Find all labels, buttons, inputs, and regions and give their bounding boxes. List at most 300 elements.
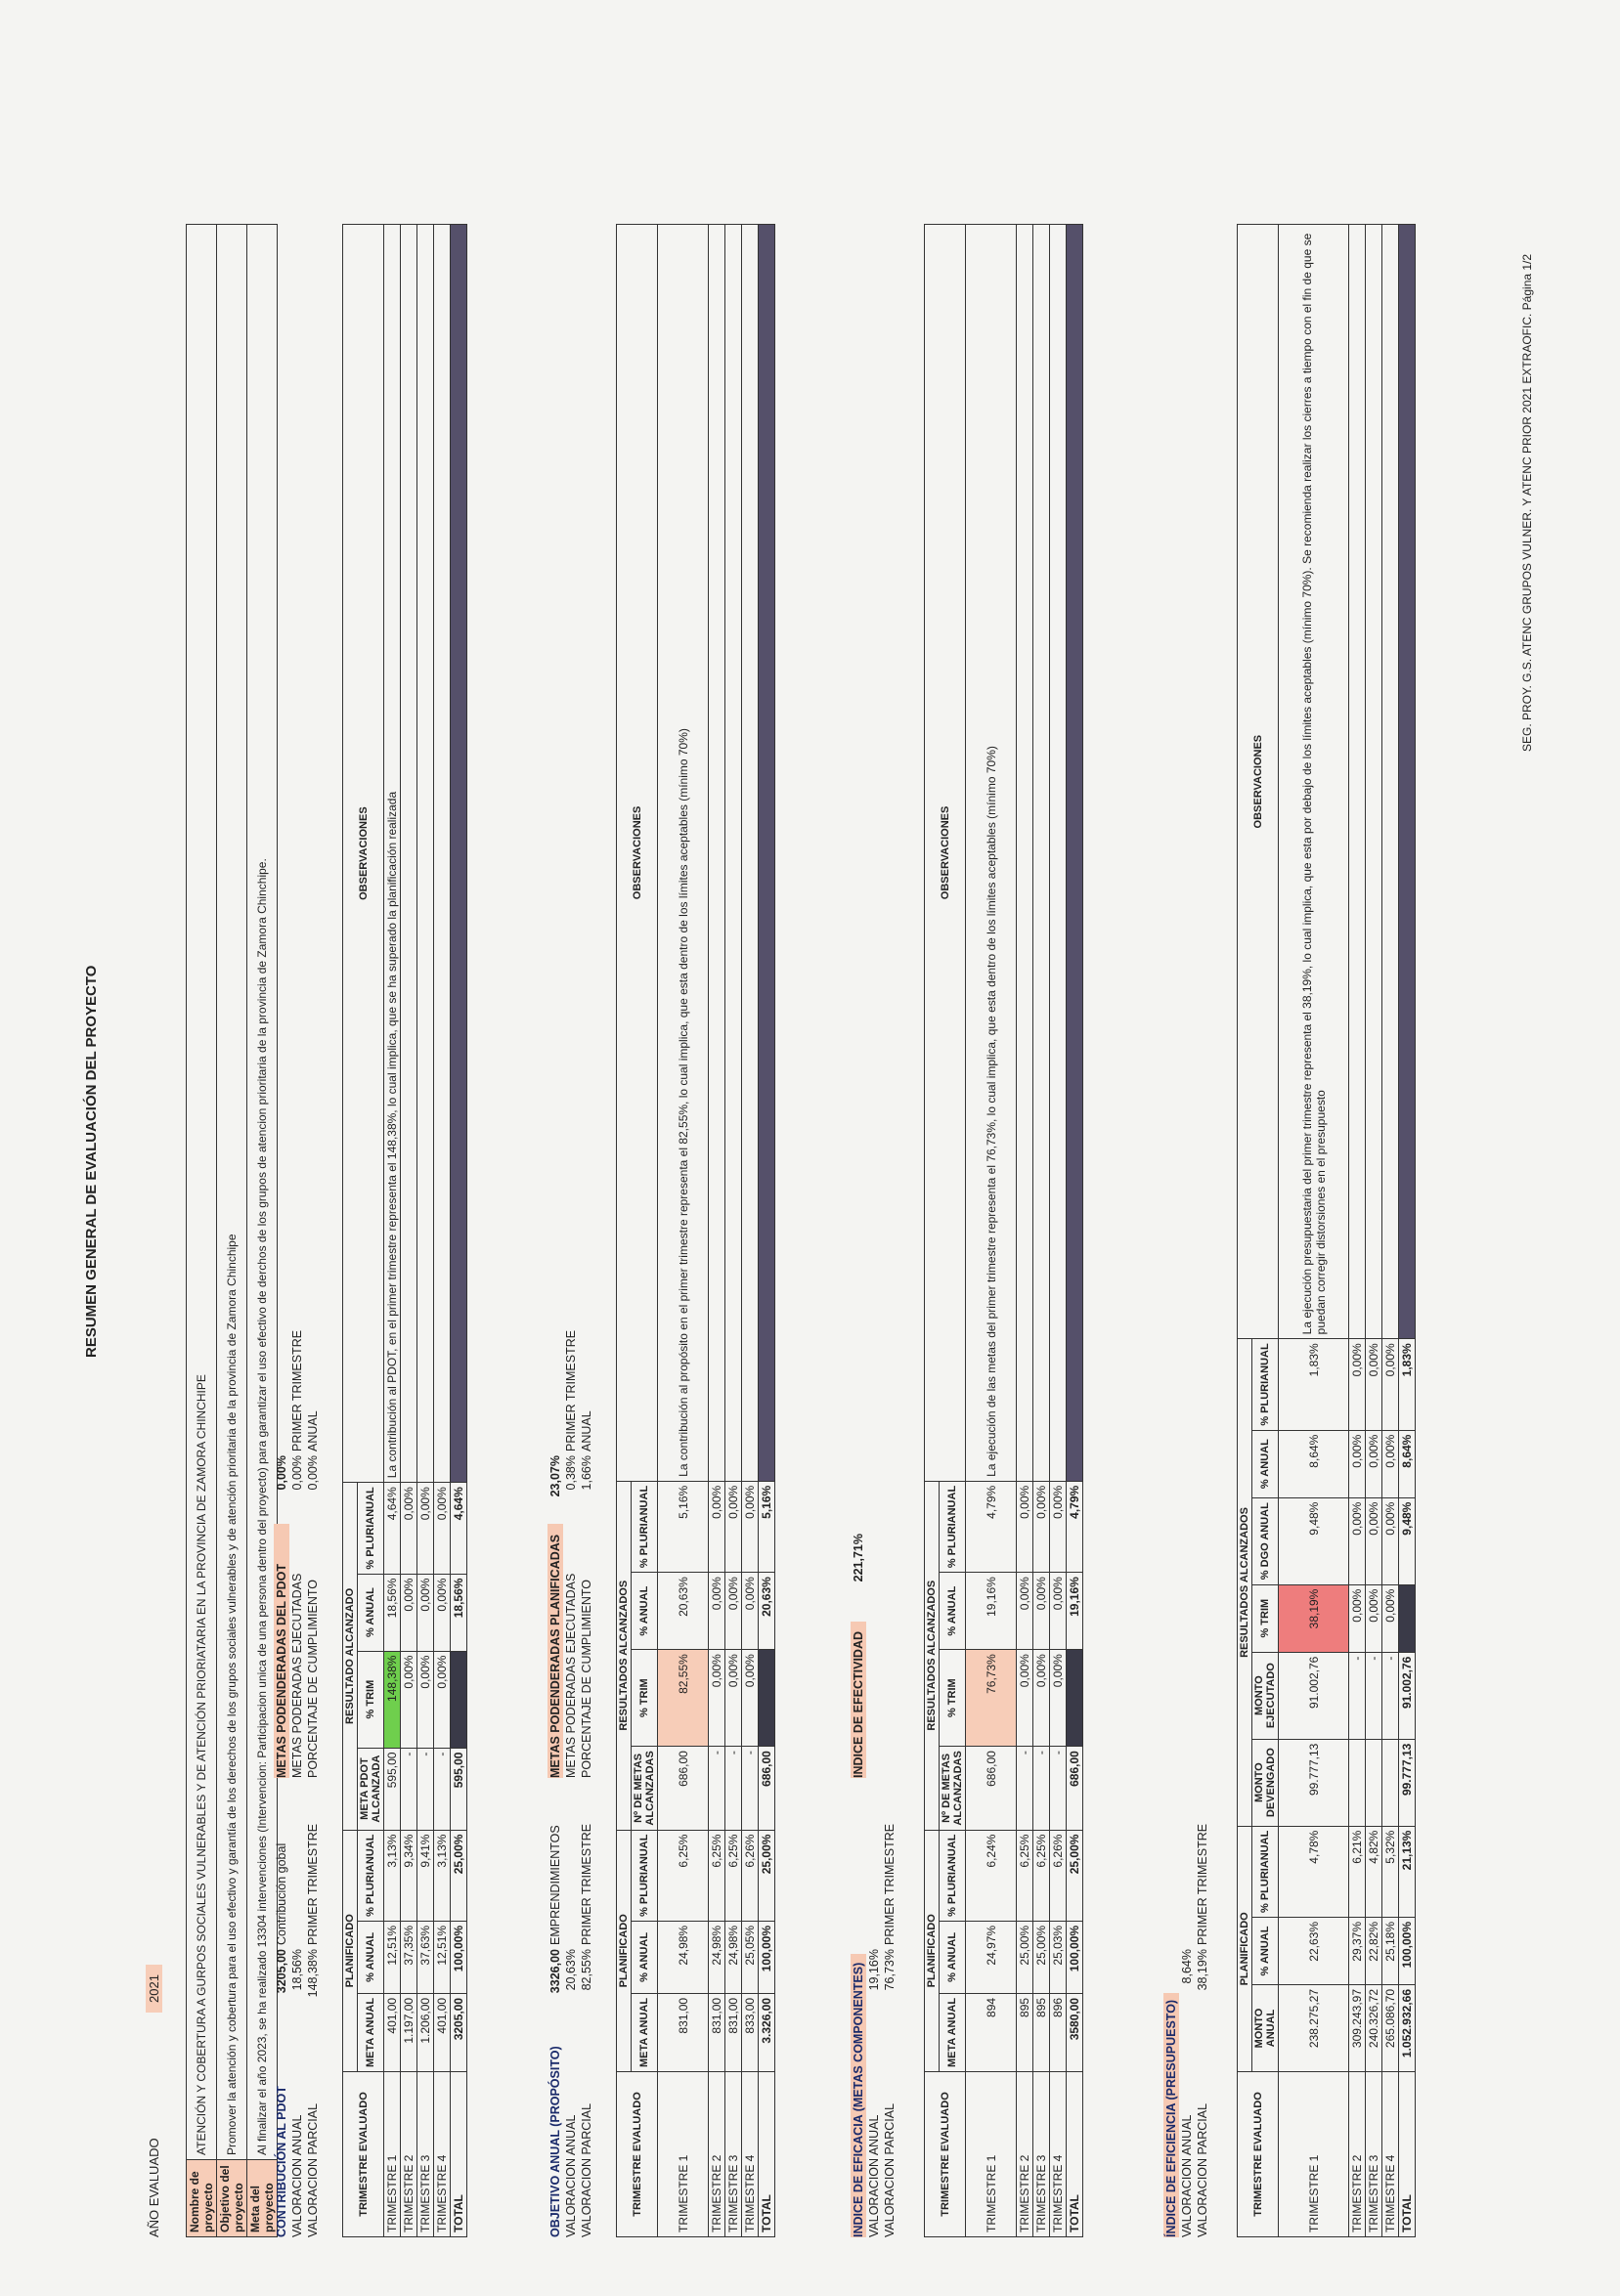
table-cell: [709, 225, 725, 1482]
table-cell: [1399, 225, 1416, 1339]
table-cell: 82,55%: [658, 1650, 709, 1747]
table-cell: 0,00%: [1349, 1584, 1366, 1652]
table-cell: 18,56%: [451, 1574, 467, 1651]
metas-label: METAS PODERADAS EJECUTADAS: [290, 1573, 304, 1778]
table-cell: 895: [1017, 1993, 1033, 2071]
table-cell: 91.002,76: [1279, 1652, 1349, 1739]
year-row: [147, 1965, 161, 2237]
table-cell: 25,00%: [1017, 1921, 1033, 1993]
summary-line: [1195, 1824, 1210, 2237]
observation-text: La ejecución presupuestaria del primer trimestre representa el 38,19%, lo cual implica, que esta por debajo de los límites aceptables (mínimo 70%). Se recomienda realizar los cierres a tiempo con el fin de que se puedan corregir distorsiones en el presupuesto: [1279, 225, 1349, 1339]
total-row: [759, 225, 775, 2237]
metas-label: METAS PODENDERADAS DEL PDOT: [274, 1524, 289, 1778]
group-header-row: [343, 225, 358, 2237]
table-cell: 1.052.932,66: [1399, 1985, 1416, 2072]
metas-text: ANUAL: [580, 1410, 593, 1451]
table-cell: 24,97%: [966, 1921, 1017, 1993]
table-cell: [1382, 225, 1399, 1339]
col-header: % DGO ANUAL: [1252, 1497, 1279, 1584]
table-cell: TRIMESTRE 2: [401, 2072, 417, 2237]
table-cell: 0,00%: [742, 1481, 759, 1572]
col-header: % ANUAL: [358, 1921, 384, 1993]
summary-value: 3205,00: [275, 1949, 288, 1994]
table-cell: 6,21%: [1349, 1826, 1366, 1917]
table-cell: 831,00: [725, 1993, 742, 2071]
table-cell: TRIMESTRE 4: [434, 2072, 451, 2237]
summary-text: PRIMER TRIMESTRE: [306, 1823, 320, 1945]
table-cell: [742, 225, 759, 1482]
table-cell: TOTAL: [1067, 2072, 1083, 2237]
table-cell: TRIMESTRE 1: [1279, 2072, 1349, 2237]
table-cell: 6,24%: [966, 1830, 1017, 1921]
project-info-table: [186, 224, 278, 2237]
summary-label: VALORACION ANUAL: [290, 2114, 304, 2237]
table-cell: TRIMESTRE 3: [417, 2072, 434, 2237]
table-row: [742, 225, 759, 2237]
group-header-plan: PLANIFICADO: [925, 1830, 940, 2071]
table-cell: TOTAL: [451, 2072, 467, 2237]
table-cell: 37,35%: [401, 1921, 417, 1993]
group-header-row: [1238, 225, 1252, 2237]
table-row: [401, 225, 417, 2237]
total-row: [1067, 225, 1083, 2237]
metas-label: METAS PODENDERADAS PLANIFICADAS: [547, 1524, 563, 1778]
col-header: MONTO EJECUTADO: [1252, 1652, 1279, 1739]
table-cell: 3.326,00: [759, 1993, 775, 2071]
eficacia-table: [924, 224, 1083, 2237]
group-header-result: RESULTADOS ALCANZADOS: [1238, 1339, 1252, 1826]
col-header: MONTO DEVENGADO: [1252, 1739, 1279, 1826]
table-cell: 6,25%: [658, 1830, 709, 1921]
table-cell: 4,78%: [1279, 1826, 1349, 1917]
col-header: % TRIM: [1252, 1584, 1279, 1652]
summary-line: [866, 1824, 882, 2237]
table-cell: 25,00%: [759, 1830, 775, 1921]
table-cell: 686,00: [1067, 1747, 1083, 1830]
table-row: [966, 225, 1017, 2237]
summary-line: [1163, 1824, 1179, 2237]
summary-label: VALORACION ANUAL: [867, 2114, 881, 2237]
metas-line: [305, 1330, 321, 1778]
table-cell: 100,00%: [1399, 1918, 1416, 1985]
table-cell: 20,63%: [759, 1573, 775, 1650]
table-cell: -: [709, 1747, 725, 1830]
table-cell: 0,00%: [1050, 1481, 1067, 1572]
table-cell: 76,73%: [966, 1650, 1017, 1747]
table-row: [1349, 225, 1366, 2237]
summary-label: VALORACION PARCIAL: [580, 2102, 593, 2237]
table-row: [434, 225, 451, 2237]
table-cell: [759, 1650, 775, 1747]
metas-value: 0,38%: [564, 1455, 578, 1491]
pdot-table: [342, 224, 467, 2237]
col-header: % PLURIANUAL: [358, 1830, 384, 1921]
table-cell: [1366, 225, 1382, 1339]
table-cell: TRIMESTRE 1: [384, 2072, 401, 2237]
metas-text: PRIMER TRIMESTRE: [290, 1329, 304, 1451]
table-cell: 8,64%: [1279, 1430, 1349, 1497]
table-cell: 38,19%: [1279, 1584, 1349, 1652]
table-cell: TRIMESTRE 2: [1349, 2072, 1366, 2237]
table-row: [417, 225, 434, 2237]
summary-line: [882, 1824, 898, 2237]
table-cell: [759, 225, 775, 1482]
col-header: TRIMESTRE EVALUADO: [1238, 2072, 1279, 2237]
col-header: % TRIM: [358, 1651, 384, 1748]
table-cell: 0,00%: [1382, 1430, 1399, 1497]
col-header: % PLURIANUAL: [940, 1481, 966, 1572]
group-header-row: [925, 225, 940, 2237]
table-cell: [1033, 225, 1050, 1482]
table-cell: 0,00%: [401, 1651, 417, 1748]
proposito-summary: [547, 1824, 594, 2237]
table-cell: TRIMESTRE 3: [725, 2072, 742, 2237]
table-cell: [1366, 1739, 1382, 1826]
table-cell: -: [401, 1748, 417, 1830]
table-cell: 12,51%: [384, 1921, 401, 1993]
summary-label: ÍNDICE DE EFICIENCIA (PRESUPUESTO): [1163, 1993, 1179, 2237]
project-goal-value: Al finalizar el año 2023, se ha realizado 13304 intervenciones (Intervencion: Participacion unica de una persona dentro del proyecto) para garantizar el uso efectivo de derchos de los grupos de atencion prioritaria de la provincia de Zamora Chinchipe.: [247, 225, 278, 2160]
table-cell: 18,56%: [384, 1574, 401, 1651]
summary-text: PRIMER TRIMESTRE: [883, 1823, 897, 1945]
table-cell: 0,00%: [434, 1483, 451, 1574]
table-cell: TRIMESTRE 1: [966, 2072, 1017, 2237]
project-name-value: ATENCIÓN Y COBERTURA A GURPOS SOCIALES VULNERABLES Y DE ATENCIÓN PRIORIATARIA EN LA PROVINCIA DE ZAMORA CHINCHIPE: [187, 225, 217, 2160]
metas-line: [274, 1330, 289, 1778]
observation-text: La contribución al PDOT, en el primer trimestre representa el 148,38%, lo cual implica, que se ha superado la planificación realizada: [384, 225, 401, 1483]
table-cell: 29,37%: [1349, 1918, 1366, 1985]
table-cell: 0,00%: [401, 1483, 417, 1574]
table-cell: -: [1017, 1747, 1033, 1830]
table-cell: 0,00%: [1050, 1573, 1067, 1650]
efectividad-label: INDICE DE EFECTIVIDAD: [851, 1622, 866, 1778]
col-header: % PLURIANUAL: [358, 1483, 384, 1574]
table-cell: 4,79%: [966, 1481, 1017, 1572]
metas-line: [289, 1330, 305, 1778]
table-cell: 0,00%: [709, 1481, 725, 1572]
table-cell: 5,16%: [759, 1481, 775, 1572]
table-cell: 25,03%: [1050, 1921, 1067, 1993]
table-cell: [1349, 225, 1366, 1339]
col-header: % PLURIANUAL: [632, 1481, 658, 1572]
summary-value: 8,64%: [1180, 1949, 1194, 1984]
summary-text: Contribución gobal: [275, 1842, 288, 1945]
table-cell: -: [1366, 1652, 1382, 1739]
metas-value: 0,00%: [275, 1455, 288, 1491]
table-cell: 240.326,72: [1366, 1985, 1382, 2072]
metas-label: PORCENTAJE DE CUMPLIMIENTO: [580, 1579, 593, 1778]
table-cell: 0,00%: [1033, 1650, 1050, 1747]
col-header: META ANUAL: [940, 1993, 966, 2071]
page-footer: SEG. PROY. G.S. ATENC GRUPOS VULNER. Y ATENC PRIOR 2021 EXTRAOFIC. Página 1/2: [1520, 253, 1534, 752]
summary-line: [851, 1824, 866, 2237]
table-cell: 4,64%: [451, 1483, 467, 1574]
metas-value: 23,07%: [548, 1455, 562, 1497]
table-cell: 21,13%: [1399, 1826, 1416, 1917]
table-cell: 3,13%: [434, 1830, 451, 1921]
summary-label: VALORACION PARCIAL: [306, 2102, 320, 2237]
col-header: Nº DE METAS ALCANZADAS: [632, 1747, 658, 1830]
table-cell: TOTAL: [759, 2072, 775, 2237]
summary-value: 82,55%: [580, 1949, 593, 1991]
col-header: % TRIM: [632, 1650, 658, 1747]
table-cell: [1067, 225, 1083, 1482]
summary-text: [289, 1945, 305, 1949]
table-cell: 25,00%: [1067, 1830, 1083, 1921]
proposito-metas: [547, 1330, 594, 1778]
project-row: [247, 225, 278, 2237]
col-header: MONTO ANUAL: [1252, 1985, 1279, 2072]
table-cell: 0,00%: [709, 1650, 725, 1747]
col-header: OBSERVACIONES: [617, 225, 658, 1482]
summary-line: [305, 1824, 321, 2237]
table-cell: [1349, 1739, 1366, 1826]
table-cell: 595,00: [451, 1748, 467, 1830]
table-cell: 99.777,13: [1399, 1739, 1416, 1826]
table-cell: 3,13%: [384, 1830, 401, 1921]
report-page: [39, 87, 1564, 2237]
summary-value: 148,38%: [306, 1949, 320, 1998]
col-header: % ANUAL: [1252, 1430, 1279, 1497]
table-cell: 0,00%: [1382, 1339, 1399, 1430]
col-header: % TRIM: [940, 1650, 966, 1747]
table-cell: 0,00%: [1017, 1650, 1033, 1747]
table-cell: 895: [1033, 1993, 1050, 2071]
table-cell: 8,64%: [1399, 1430, 1416, 1497]
table-cell: -: [742, 1747, 759, 1830]
project-goal-label: Meta del proyecto: [247, 2160, 278, 2237]
table-cell: 686,00: [759, 1747, 775, 1830]
observation-text: La ejecución de las metas del primer trimestre representa el 76,73%, lo cual implica, que esta dentro de los límites aceptables (mínimo 70%): [966, 225, 1017, 1482]
table-cell: 4,82%: [1366, 1826, 1382, 1917]
col-header: % ANUAL: [358, 1574, 384, 1651]
table-row: [1033, 225, 1050, 2237]
project-row: [217, 225, 247, 2237]
summary-text: PRIMER TRIMESTRE: [580, 1823, 593, 1945]
table-row: [1017, 225, 1033, 2237]
table-cell: 401,00: [384, 1993, 401, 2071]
table-cell: 0,00%: [1366, 1430, 1382, 1497]
table-cell: 0,00%: [417, 1483, 434, 1574]
table-cell: -: [1382, 1652, 1399, 1739]
summary-label: CONTRIBUCIÓN AL PDOT: [275, 2086, 288, 2237]
table-cell: 0,00%: [1366, 1339, 1382, 1430]
table-cell: 894: [966, 1993, 1017, 2071]
table-cell: 0,00%: [434, 1651, 451, 1748]
group-header-plan: PLANIFICADO: [1238, 1826, 1252, 2071]
table-cell: [451, 225, 467, 1483]
table-cell: [1382, 1739, 1399, 1826]
metas-line: [579, 1330, 594, 1778]
table-cell: 6,26%: [742, 1830, 759, 1921]
project-row: [187, 225, 217, 2237]
table-cell: 24,98%: [725, 1921, 742, 1993]
table-cell: 24,98%: [658, 1921, 709, 1993]
table-row: [1050, 225, 1067, 2237]
table-cell: 22,63%: [1279, 1918, 1349, 1985]
col-header: TRIMESTRE EVALUADO: [925, 2072, 966, 2237]
eficiencia-table: [1237, 224, 1416, 2237]
group-header-result: RESULTADOS ALCANZADOS: [925, 1481, 940, 1830]
table-cell: 25,00%: [451, 1830, 467, 1921]
col-header: % PLURIANUAL: [1252, 1826, 1279, 1917]
table-cell: 896: [1050, 1993, 1067, 2071]
table-cell: 0,00%: [1366, 1497, 1382, 1584]
summary-value: 38,19%: [1196, 1949, 1209, 1991]
table-cell: [1399, 1584, 1416, 1652]
table-cell: 5,16%: [658, 1481, 709, 1572]
table-cell: 0,00%: [1050, 1650, 1067, 1747]
metas-text: PRIMER TRIMESTRE: [564, 1329, 578, 1451]
col-header: META PDOT ALCANZADA: [358, 1748, 384, 1830]
table-cell: 9,34%: [401, 1830, 417, 1921]
table-cell: 0,00%: [434, 1574, 451, 1651]
table-cell: [725, 225, 742, 1482]
col-header: OBSERVACIONES: [1238, 225, 1279, 1339]
table-cell: TRIMESTRE 1: [658, 2072, 709, 2237]
table-cell: 0,00%: [401, 1574, 417, 1651]
table-cell: 0,00%: [1349, 1497, 1366, 1584]
table-cell: TRIMESTRE 2: [1017, 2072, 1033, 2237]
table-cell: TRIMESTRE 3: [1366, 2072, 1382, 2237]
table-cell: 99.777,13: [1279, 1739, 1349, 1826]
table-cell: 6,25%: [1017, 1830, 1033, 1921]
summary-text: EMPRENDIMIENTOS: [548, 1825, 562, 1945]
metas-value: 1,66%: [580, 1455, 593, 1491]
table-cell: 6,25%: [709, 1830, 725, 1921]
col-header: % ANUAL: [632, 1921, 658, 1993]
table-cell: TOTAL: [1399, 2072, 1416, 2237]
table-cell: 19,16%: [1067, 1573, 1083, 1650]
table-cell: 4,64%: [384, 1483, 401, 1574]
table-cell: 831,00: [658, 1993, 709, 2071]
table-cell: 0,00%: [1017, 1481, 1033, 1572]
col-header: % PLURIANUAL: [940, 1830, 966, 1921]
table-cell: 9,41%: [417, 1830, 434, 1921]
table-row: [725, 225, 742, 2237]
table-row: [658, 225, 709, 2237]
table-cell: -: [1033, 1747, 1050, 1830]
table-cell: TRIMESTRE 3: [1033, 2072, 1050, 2237]
project-name-label: Nombre de proyecto: [187, 2160, 217, 2237]
table-cell: 100,00%: [759, 1921, 775, 1993]
metas-line: [547, 1330, 563, 1778]
table-cell: 1,83%: [1279, 1339, 1349, 1430]
col-header: OBSERVACIONES: [925, 225, 966, 1482]
table-cell: 0,00%: [1033, 1573, 1050, 1650]
col-header: META ANUAL: [632, 1993, 658, 2071]
table-cell: 9,48%: [1399, 1497, 1416, 1584]
table-cell: -: [434, 1748, 451, 1830]
metas-value: 0,00%: [290, 1455, 304, 1491]
table-cell: 3205,00: [451, 1993, 467, 2071]
table-cell: 100,00%: [451, 1921, 467, 1993]
table-cell: [1017, 225, 1033, 1482]
summary-label: OBJETIVO ANUAL (PROPÓSITO): [548, 2046, 562, 2237]
table-cell: 91.002,76: [1399, 1652, 1416, 1739]
table-cell: 1.206,00: [417, 1993, 434, 2071]
col-header: % PLURIANUAL: [1252, 1339, 1279, 1430]
table-cell: 100,00%: [1067, 1921, 1083, 1993]
table-cell: -: [725, 1747, 742, 1830]
table-cell: 309.243,97: [1349, 1985, 1366, 2072]
group-header-plan: PLANIFICADO: [617, 1830, 632, 2071]
metas-label: METAS PODERADAS EJECUTADAS: [564, 1573, 578, 1778]
table-cell: 686,00: [966, 1747, 1017, 1830]
table-cell: 22,82%: [1366, 1918, 1382, 1985]
col-header: % ANUAL: [1252, 1918, 1279, 1985]
col-header: TRIMESTRE EVALUADO: [343, 2072, 384, 2237]
table-cell: 831,00: [709, 1993, 725, 2071]
col-header: TRIMESTRE EVALUADO: [617, 2072, 658, 2237]
table-cell: 1,83%: [1399, 1339, 1416, 1430]
table-cell: TRIMESTRE 4: [742, 2072, 759, 2237]
efectividad-line: [851, 1534, 866, 1778]
eficacia-summary: [851, 1824, 898, 2237]
table-cell: -: [1050, 1747, 1067, 1830]
table-cell: 0,00%: [417, 1651, 434, 1748]
table-cell: 401,00: [434, 1993, 451, 2071]
table-cell: 0,00%: [742, 1573, 759, 1650]
table-cell: 0,00%: [709, 1573, 725, 1650]
summary-line: [1179, 1824, 1195, 2237]
table-cell: 0,00%: [725, 1573, 742, 1650]
table-row: [709, 225, 725, 2237]
table-cell: TRIMESTRE 4: [1050, 2072, 1067, 2237]
efectividad-block: [851, 1534, 866, 1778]
table-cell: 37,63%: [417, 1921, 434, 1993]
table-cell: TRIMESTRE 4: [1382, 2072, 1399, 2237]
group-header-result: RESULTADOS ALCANZADOS: [617, 1481, 632, 1830]
table-cell: [1050, 225, 1067, 1482]
efectividad-value: 221,71%: [852, 1534, 865, 1582]
summary-text: PRIMER TRIMESTRE: [1196, 1823, 1209, 1945]
summary-label: VALORACION ANUAL: [564, 2114, 578, 2237]
table-cell: 12,51%: [434, 1921, 451, 1993]
col-header: % ANUAL: [632, 1573, 658, 1650]
table-cell: 9,48%: [1279, 1497, 1349, 1584]
table-cell: 19,16%: [966, 1573, 1017, 1650]
summary-line: [579, 1824, 594, 2237]
pdot-summary: [274, 1824, 321, 2237]
table-row: [1279, 225, 1349, 2237]
table-cell: 0,00%: [742, 1650, 759, 1747]
observation-text: La contribución al propósito en el primer trimestre representa el 82,55%, lo cual implica, que esta dentro de los límites aceptables (mínimo 70%): [658, 225, 709, 1482]
project-objective-value: Promover la atención y cobertura para el uso efectivo y garantía de los derechos de los grupos sociales vulnerables y de atención prioritaria de la provincia de Zamora Chinchipe: [217, 225, 247, 2160]
project-objective-label: Objetivo del proyecto: [217, 2160, 247, 2237]
table-cell: 25,00%: [1033, 1921, 1050, 1993]
pdot-metas: [274, 1330, 321, 1778]
table-cell: 0,00%: [1033, 1481, 1050, 1572]
report-title: RESUMEN GENERAL DE EVALUACIÓN DEL PROYECTO: [83, 965, 100, 1358]
table-cell: 0,00%: [1382, 1497, 1399, 1584]
table-cell: 0,00%: [1349, 1339, 1366, 1430]
summary-label: VALORACION PARCIAL: [883, 2102, 897, 2237]
table-cell: 25,05%: [742, 1921, 759, 1993]
table-cell: 0,00%: [725, 1650, 742, 1747]
table-cell: 3580,00: [1067, 1993, 1083, 2071]
proposito-table: [616, 224, 775, 2237]
table-row: [384, 225, 401, 2237]
col-header: % ANUAL: [940, 1921, 966, 1993]
table-cell: 0,00%: [1382, 1584, 1399, 1652]
table-cell: 238.275,27: [1279, 1985, 1349, 2072]
summary-value: 3326,00: [548, 1949, 562, 1994]
summary-value: 18,56%: [290, 1949, 304, 1991]
eficiencia-summary: [1163, 1824, 1210, 2237]
total-row: [1399, 225, 1416, 2237]
col-header: Nº DE METAS ALCANZADAS: [940, 1747, 966, 1830]
